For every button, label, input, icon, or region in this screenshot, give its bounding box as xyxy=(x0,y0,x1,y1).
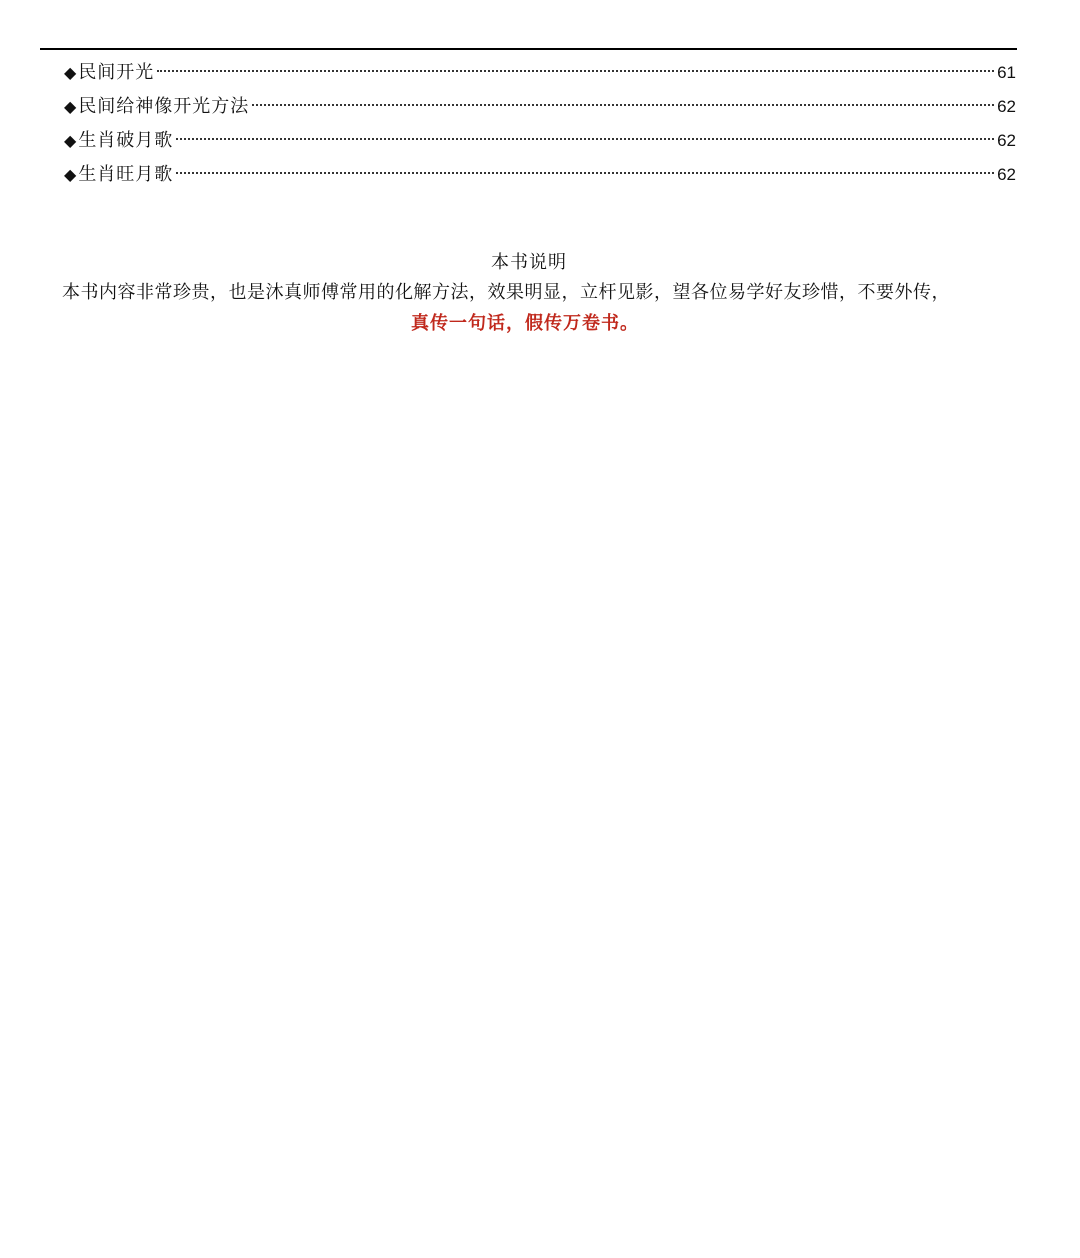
dot-leader xyxy=(157,70,994,72)
toc-entry-title: 民间开光 xyxy=(78,62,155,83)
black-diamond-icon: ◆ xyxy=(64,97,77,116)
note-body: 本书内容非常珍贵，也是沐真师傅常用的化解方法，效果明显，立杆见影，望各位易学好友珍惜，不要外传， xyxy=(62,282,950,303)
dot-leader xyxy=(252,104,994,106)
toc-entry-page: 62 xyxy=(997,165,1016,184)
toc-entry[interactable] xyxy=(64,90,1016,124)
toc-entry-title: 民间给神像开光方法 xyxy=(78,96,250,117)
dot-leader xyxy=(176,138,994,140)
black-diamond-icon: ◆ xyxy=(64,165,77,184)
toc-entry[interactable] xyxy=(64,124,1016,158)
toc-entry-page: 62 xyxy=(997,97,1016,116)
toc-entry-title: 生肖破月歌 xyxy=(78,130,174,151)
black-diamond-icon: ◆ xyxy=(64,63,77,82)
toc-entry[interactable] xyxy=(64,56,1016,90)
toc-entry-title: 生肖旺月歌 xyxy=(78,164,174,185)
note-heading: 本书说明 xyxy=(491,252,567,273)
table-of-contents xyxy=(64,56,1016,192)
toc-entry[interactable] xyxy=(64,158,1016,192)
dot-leader xyxy=(176,172,994,174)
black-diamond-icon: ◆ xyxy=(64,131,77,150)
toc-entry-page: 62 xyxy=(997,131,1016,150)
toc-entry-page: 61 xyxy=(997,63,1016,82)
note-emphasis: 真传一句话，假传万卷书。 xyxy=(411,313,639,334)
header-rule xyxy=(40,48,1017,50)
